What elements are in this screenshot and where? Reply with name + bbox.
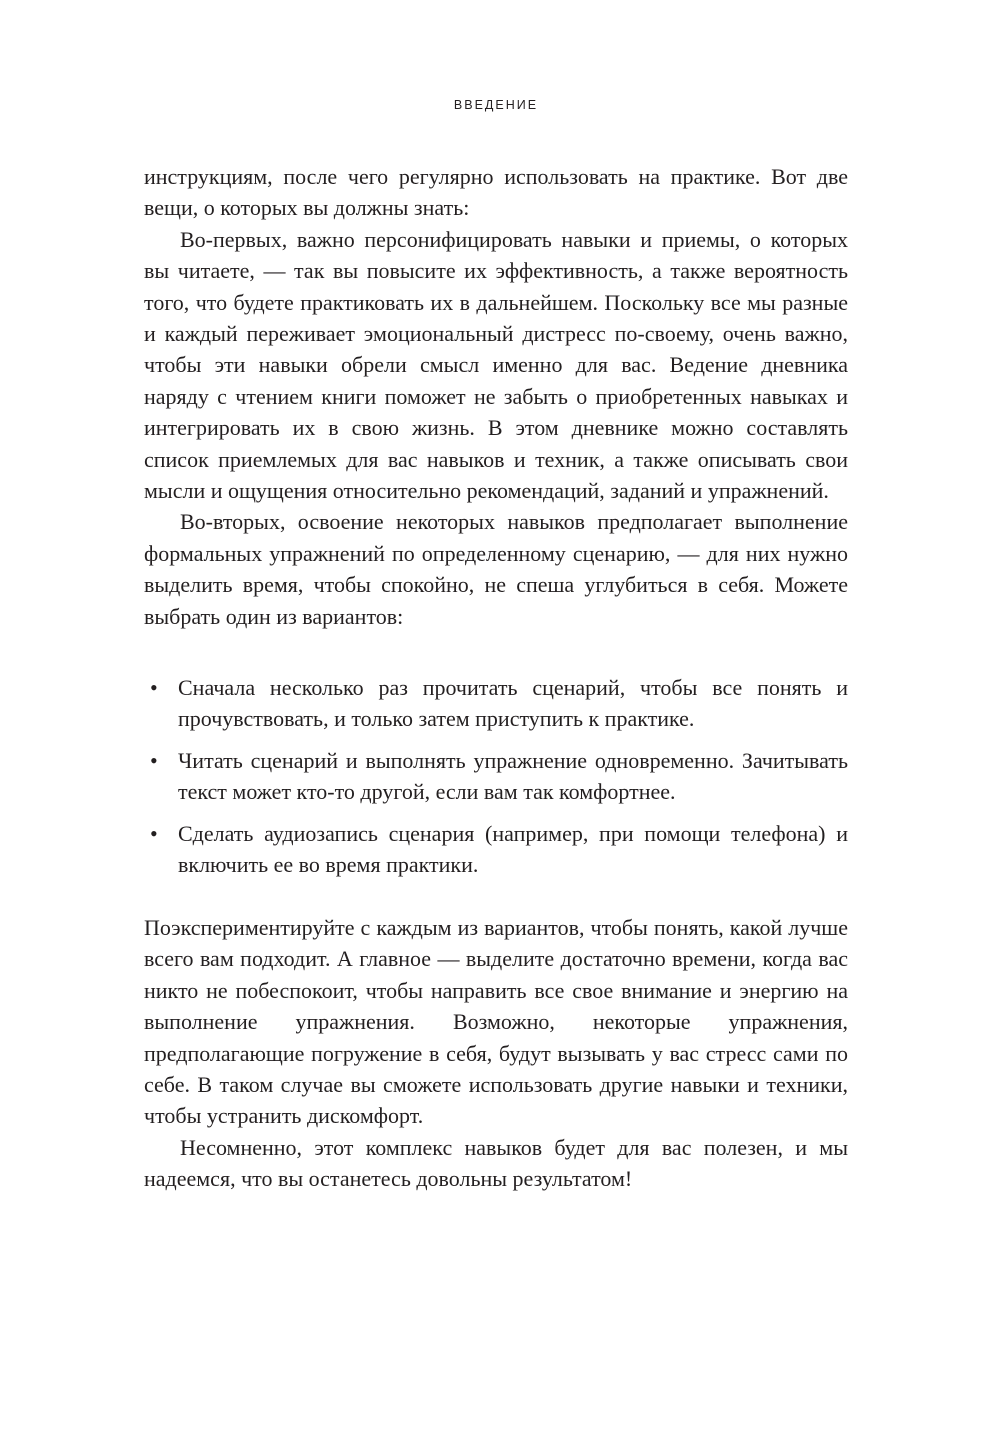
- body-text-top: [144, 161, 848, 632]
- body-text-bottom: [144, 912, 848, 1195]
- list-item: [144, 818, 848, 881]
- bullet-icon: •: [150, 820, 158, 846]
- options-list: [144, 672, 848, 890]
- list-item-text: Читать сценарий и выполнять упражнение одновременно. Зачитывать текст может кто-то другой, если вам так комфортнее.: [178, 747, 848, 805]
- list-item: [144, 672, 848, 735]
- paragraph-second-point: Во-вторых, освоение некоторых навыков предполагает выполнение формальных упражнений по определенному сценарию, — для них нужно выделить время, чтобы спокойно, не спеша углубиться в себя. Можете выбрать один из вариантов:: [144, 509, 848, 629]
- list-item-text: Сделать аудиозапись сценария (например, при помощи телефона) и включить ее во время практики.: [178, 820, 848, 878]
- list-item-text: Сначала несколько раз прочитать сценарий, чтобы все понять и прочувствовать, и только затем приступить к практике.: [178, 675, 848, 732]
- bullet-icon: •: [150, 675, 158, 700]
- paragraph-closing: Несомненно, этот комплекс навыков будет для вас полезен, и мы надеемся, что вы останетесь довольны результатом!: [144, 1134, 848, 1192]
- paragraph-continuation: инструкциям, после чего регулярно использовать на практике. Вот две вещи, о которых вы должны знать:: [144, 164, 848, 221]
- paragraph-first-point: Во-первых, важно персонифицировать навыки и приемы, о которых вы читаете, — так вы повысите их эффективность, а также вероятность того, что будете практиковать их в дальнейшем. Поскольку все мы разные и каждый переживает эмоциональный дистресс по-своему, очень важно, чтобы эти навыки обрели смысл именно для вас. Ведение дневника наряду с чтением книги поможет не забыть о приобретенных навыках и интегрировать их в свою жизнь. В этом дневнике можно составлять список приемлемых для вас навыков и техник, а также описывать свои мысли и ощущения относительно рекомендаций, заданий и упражнений.: [144, 226, 848, 504]
- bullet-icon: •: [150, 747, 158, 773]
- paragraph-experiment: Поэкспериментируйте с каждым из вариантов, чтобы понять, какой лучше всего вам подходит. А главное — выделите достаточно времени, когда вас никто не побеспокоит, чтобы направить все свое внимание и энергию на выполнение упражнения. Возможно, некоторые упражнения, предполагающие погружение в себя, будут вызывать у вас стресс сами по себе. В таком случае вы сможете использовать другие навыки и техники, чтобы устранить дискомфорт.: [144, 915, 848, 1129]
- running-head: ВВЕДЕНИЕ: [453, 98, 539, 112]
- list-item: [144, 745, 848, 808]
